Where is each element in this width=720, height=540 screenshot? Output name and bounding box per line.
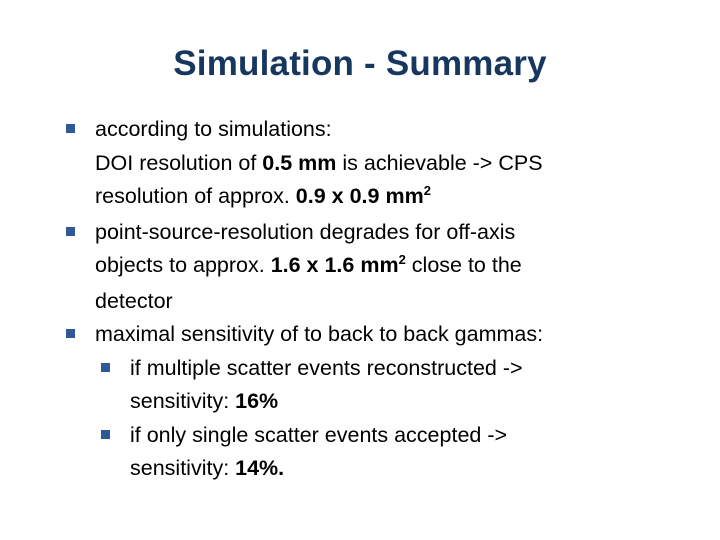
text-run: sensitivity: xyxy=(130,389,236,413)
bullet-line xyxy=(130,452,700,486)
bullet-line xyxy=(95,318,700,352)
bullet-line xyxy=(95,249,700,285)
bullet-line xyxy=(130,352,700,386)
bullet-item xyxy=(60,113,700,216)
square-bullet-icon xyxy=(66,124,75,133)
text-run: detector xyxy=(95,288,173,313)
bullet-list xyxy=(60,113,700,486)
text-run: objects to approx. xyxy=(95,253,271,277)
bold-value: 1.6 x 1.6 mm xyxy=(270,253,399,277)
bullet-item xyxy=(60,216,700,319)
text-run: according to simulations: xyxy=(95,117,332,141)
square-bullet-icon xyxy=(101,430,110,439)
bullet-item xyxy=(60,318,700,352)
bold-value: 0.5 mm xyxy=(262,150,337,175)
bullet-line xyxy=(95,180,700,216)
text-run: is achievable -> CPS xyxy=(336,150,543,175)
text-run: sensitivity: xyxy=(130,456,236,480)
superscript: 2 xyxy=(423,183,431,198)
text-run: if multiple scatter events reconstructed -> xyxy=(130,355,523,380)
text-run: if only single scatter events accepted -> xyxy=(130,422,508,447)
slide-title: Simulation - Summary xyxy=(173,44,547,83)
text-run: close to the xyxy=(405,253,522,277)
text-run: DOI resolution of xyxy=(95,150,263,175)
square-bullet-icon xyxy=(66,227,75,236)
sub-bullet-item xyxy=(60,419,700,486)
superscript: 2 xyxy=(398,252,406,267)
square-bullet-icon xyxy=(101,363,110,372)
bold-value: 14%. xyxy=(235,456,285,480)
bullet-line xyxy=(95,113,700,147)
bold-value: 16% xyxy=(235,389,279,413)
bullet-line xyxy=(130,419,700,453)
bullet-line xyxy=(95,216,700,250)
bullet-line xyxy=(95,147,700,181)
bold-value: 0.9 x 0.9 mm xyxy=(295,184,424,208)
text-run: resolution of approx. xyxy=(95,184,296,208)
text-run: maximal sensitivity of to back to back gammas: xyxy=(95,322,544,346)
bullet-line xyxy=(130,385,700,419)
text-run: point-source-resolution degrades for off-axis xyxy=(95,219,516,244)
bullet-line xyxy=(95,285,700,319)
square-bullet-icon xyxy=(66,329,75,338)
sub-bullet-item xyxy=(60,352,700,419)
